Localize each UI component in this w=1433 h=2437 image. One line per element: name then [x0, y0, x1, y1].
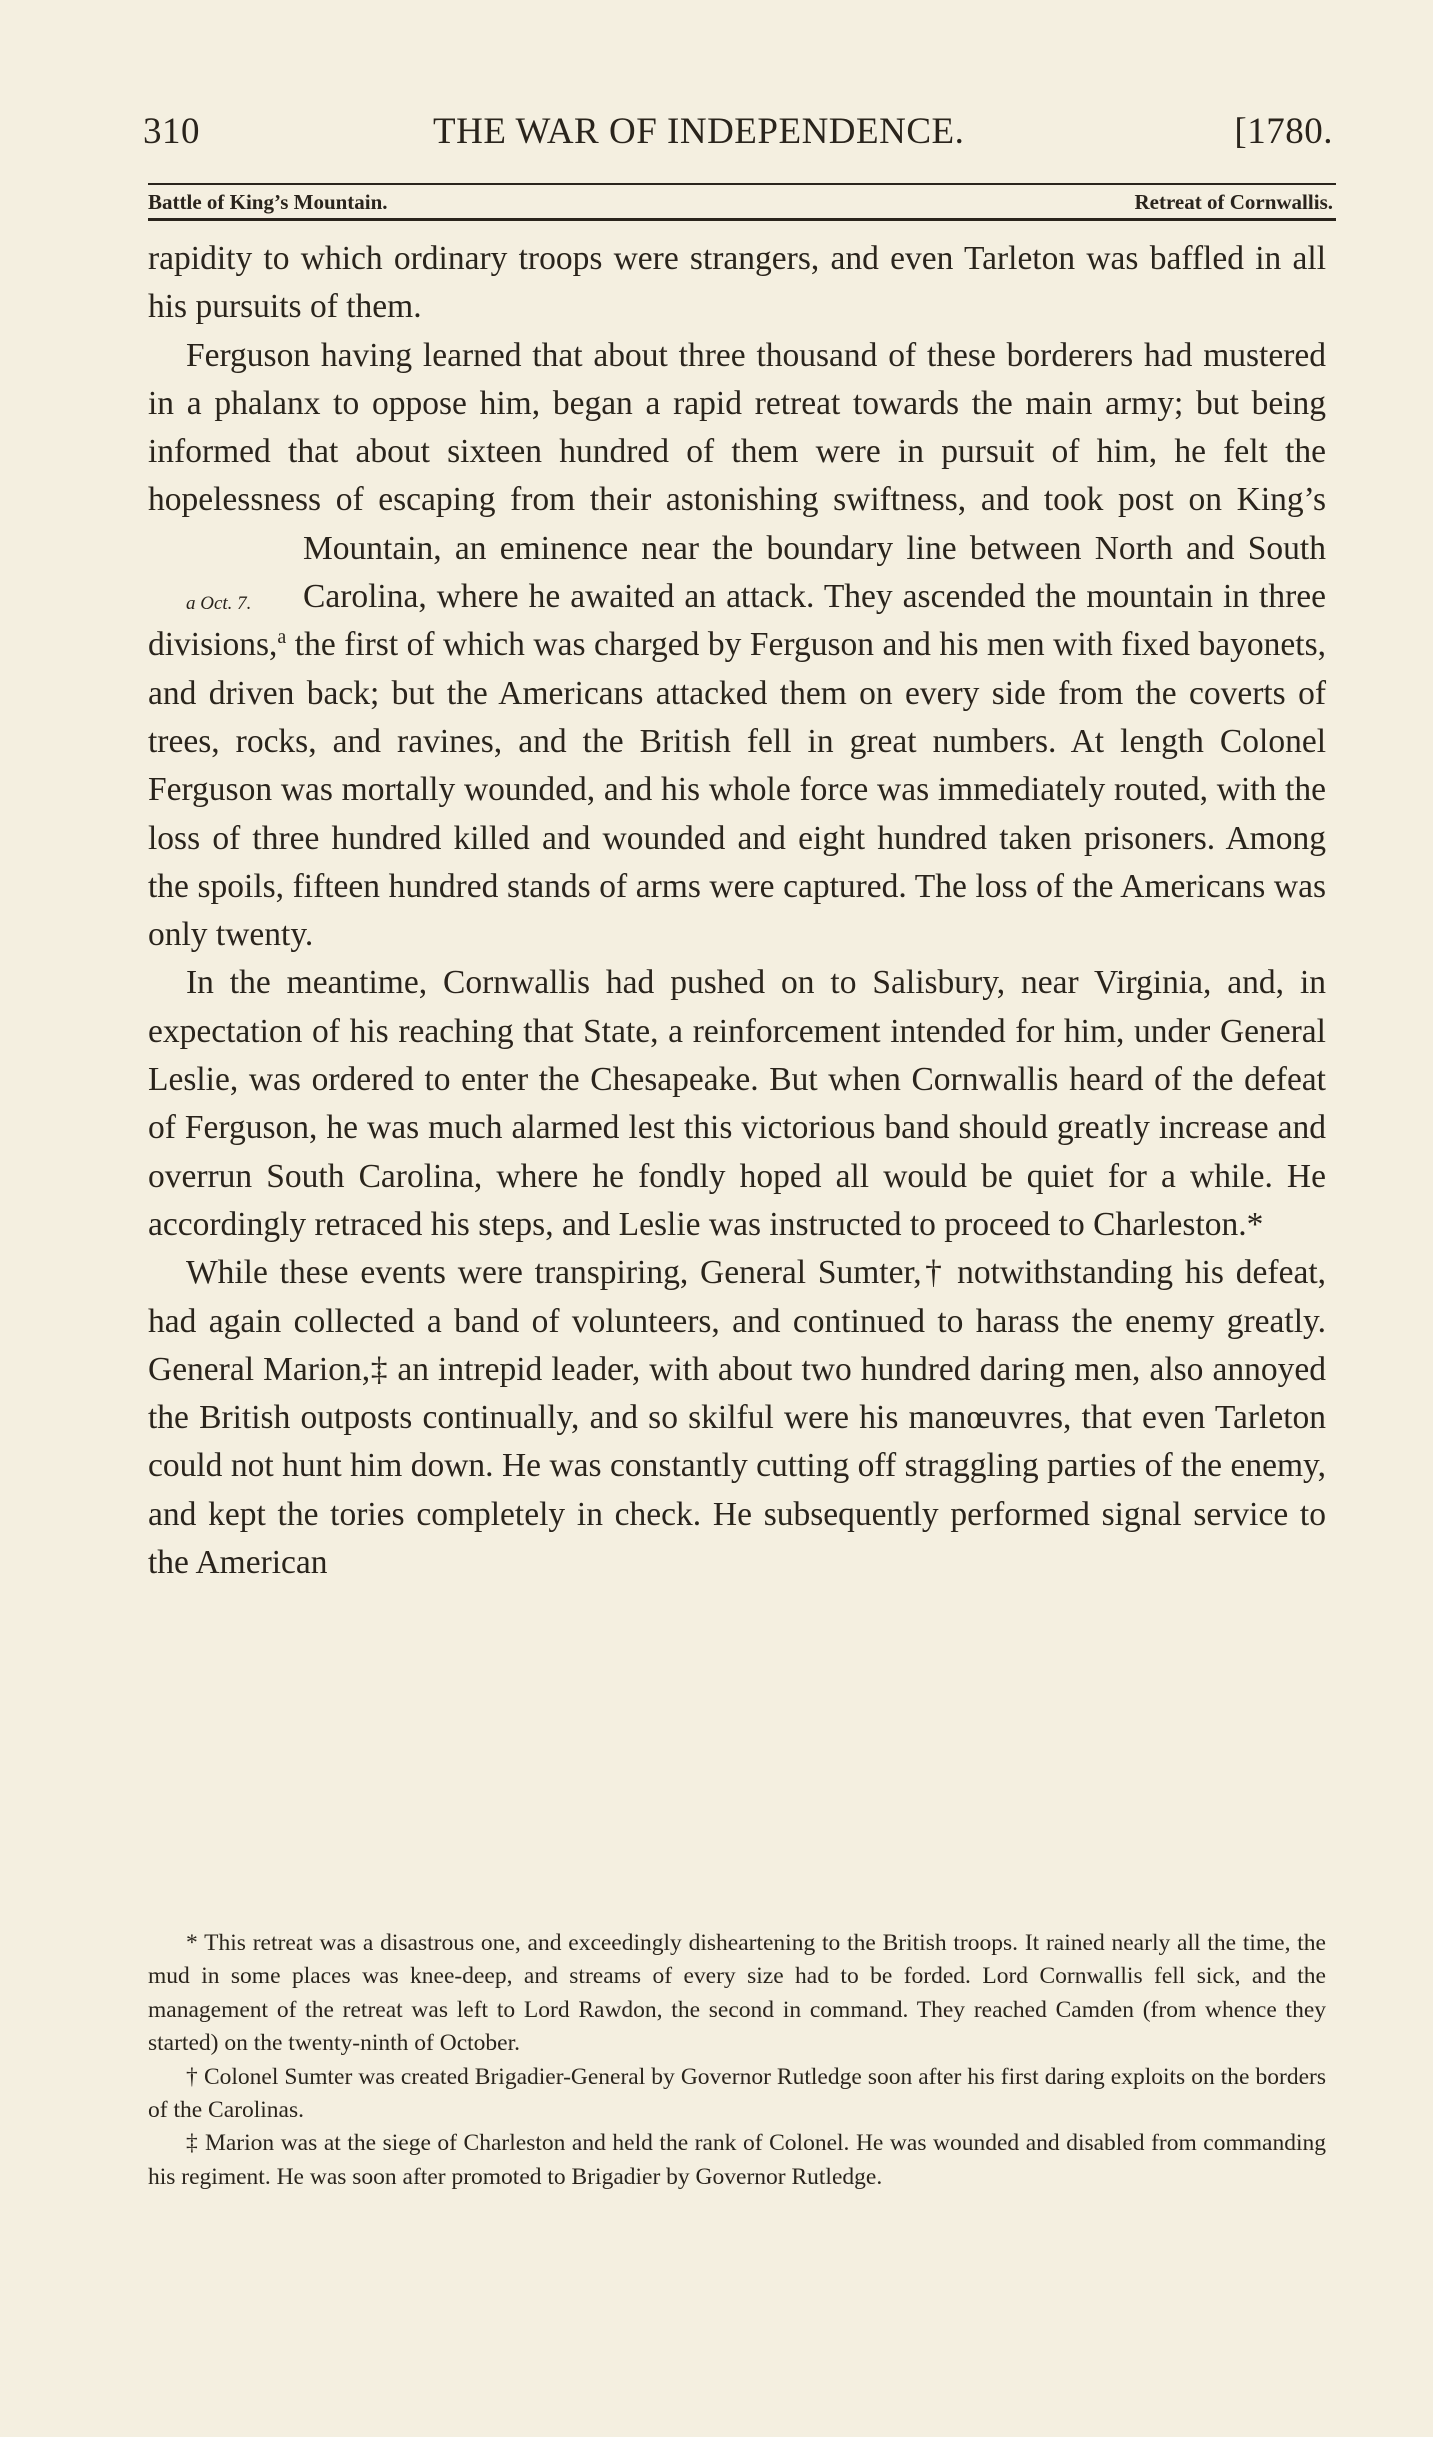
body-text	[148, 235, 1326, 1587]
footnote-marker: a	[277, 626, 287, 649]
margin-date-note: a Oct. 7.	[186, 592, 252, 614]
margin-note-block	[148, 525, 303, 621]
header-rule-bottom	[148, 218, 1336, 221]
footnote: † Colonel Sumter was created Brigadier-General by Governor Rutledge soon after his first daring exploits on the borders of the Carolinas.	[148, 2063, 1326, 2124]
text-run: North and South Carolina, where he awaited an attack. They ascended the mountain in three divisions,	[148, 529, 1326, 664]
book-title: THE WAR OF INDEPENDENCE.	[433, 111, 965, 152]
year-marker: [1780.	[1234, 111, 1333, 152]
running-head	[143, 110, 1333, 160]
footnotes	[148, 1927, 1326, 2194]
text-run: the first of which was charged by Ferguson and his men with fixed bayonets, and driven back; but the Americans attacked them on every side from the coverts of trees, rocks, and ravines, and the British fell in great numbers. At length Colonel Ferguson was mortally wounded, and his whole force was immediately routed, with the loss of three hundred killed and wounded and eight hundred taken prisoners. Among the spoils, fifteen hundred stands of arms were captured. The loss of the Americans was only twenty.	[148, 626, 1326, 954]
paragraph	[148, 332, 1326, 960]
paragraph: rapidity to which ordinary troops were strangers, and even Tarleton was baffled in all his pursuits of them.	[148, 240, 1326, 326]
footnote: ‡ Marion was at the siege of Charleston and held the rank of Colonel. He was wounded and disabled from commanding his regiment. He was soon after promoted to Brigadier by Governor Rutledge.	[148, 2130, 1326, 2190]
footnote: * This retreat was a disastrous one, and exceedingly disheartening to the British troops. It rained nearly all the time, the mud in some places was knee-deep, and streams of every size had to be forded. Lord Cornwallis fell sick, and the management of the retreat was left to Lord Rawdon, the second in command. They reached Camden (from whence they started) on the twenty-ninth of October.	[148, 1930, 1326, 2057]
subhead-left: Battle of King’s Mountain.	[148, 190, 388, 214]
paragraph: In the meantime, Cornwallis had pushed on to Salisbury, near Virginia, and, in expectation of his reaching that State, a reinforcement intended for him, under General Leslie, was ordered to enter the Chesapeake. But when Cornwallis heard of the defeat of Ferguson, he was much alarmed lest this victorious band should greatly increase and overrun South Carolina, where he fondly hoped all would be quiet for a while. He accordingly retraced his steps, and Leslie was instructed to proceed to Charleston.*	[148, 964, 1326, 1243]
page-number: 310	[143, 111, 200, 152]
text-run: Ferguson having learned that about three thousand of these borderers had mustered in a phalanx to oppose him, began a rapid retreat towards the main army; but being informed that about sixteen hundred of them were in pursuit of him, he felt the hopelessness of escaping from their astonishing swiftness, and took post on King’s Mountain, an eminence near the boundary line between	[148, 336, 1326, 567]
section-subheads	[148, 182, 1333, 216]
paragraph: While these events were transpiring, General Sumter,† notwithstanding his defeat, had again collected a band of volunteers, and continued to harass the enemy greatly. General Marion,‡ an intrepid leader, with about two hundred daring men, also annoyed the British outposts continually, and so skilful were his manœuvres, that even Tarleton could not hunt him down. He was constantly cutting off straggling parties of the enemy, and kept the tories completely in check. He subsequently performed signal service to the American	[148, 1254, 1326, 1582]
subhead-right: Retreat of Cornwallis.	[1134, 190, 1333, 214]
